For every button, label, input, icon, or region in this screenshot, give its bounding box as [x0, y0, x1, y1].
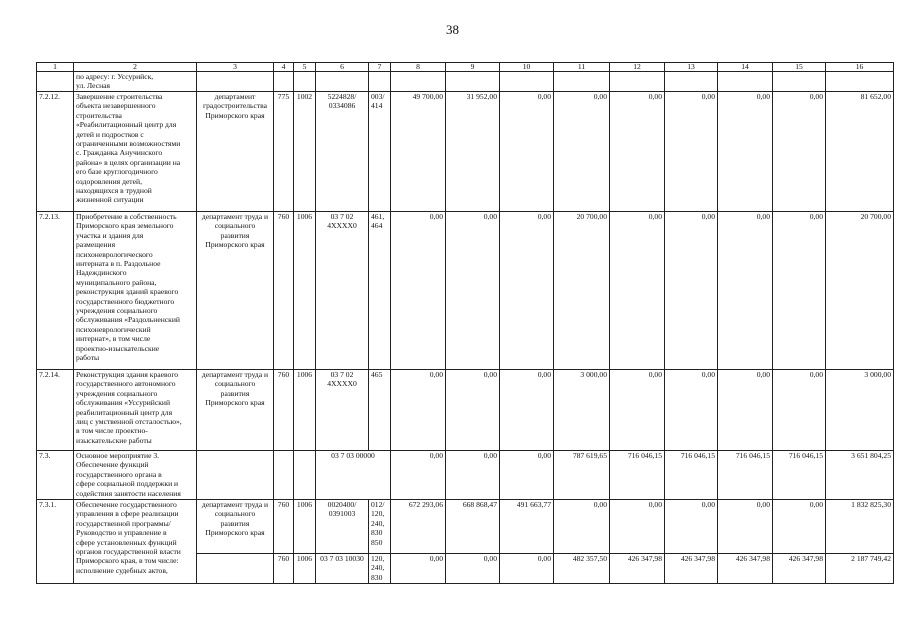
total-cell: 1 832 825,30 — [826, 500, 894, 554]
amount-cell: 491 663,77 — [500, 500, 554, 554]
amount-cell: 482 357,50 — [554, 554, 610, 584]
amount-cell: 0,00 — [665, 92, 718, 212]
amount-cell: 0,00 — [718, 212, 773, 370]
amount-cell: 426 347,98 — [610, 554, 665, 584]
total-cell: 81 652,00 — [826, 92, 894, 212]
measure-name: Приобретение в собственность Приморского края земельного участка и здания для размещения психоневрологического интерната в п. Раздольное Надеждинского муниципального района, реконструкция зданий краевого государственного бюджетного учреждения социального обслуживания «Раздольненский психоневрологический интернат», в том числе проектно-изыскательские работы — [74, 212, 197, 370]
column-header: 2 — [74, 63, 197, 72]
row-number: 7.2.12. — [37, 92, 74, 212]
row-number: 7.2.14. — [37, 370, 74, 451]
amount-cell: 0,00 — [773, 92, 826, 212]
column-header: 11 — [554, 63, 610, 72]
amount-cell: 0,00 — [446, 212, 500, 370]
executor: департамент труда и социального развития Приморского края — [197, 500, 274, 554]
amount-cell: 0,00 — [391, 451, 446, 500]
amount-cell: 0,00 — [665, 500, 718, 554]
grbs-code: 760 — [274, 370, 294, 451]
vr-code: 120, 240, 830 — [369, 554, 391, 584]
table-row — [37, 370, 894, 451]
vr-code: 003/ 414 — [369, 92, 391, 212]
column-header: 8 — [391, 63, 446, 72]
csr-code: 03 7 03 00000 — [316, 451, 391, 500]
csr-code: 03 7 02 4ХXXX0 — [316, 212, 369, 370]
amount-cell: 0,00 — [665, 370, 718, 451]
csr-code: 5224828/ 0334086 — [316, 92, 369, 212]
total-cell: 2 187 749,42 — [826, 554, 894, 584]
amount-cell: 0,00 — [610, 500, 665, 554]
amount-cell: 716 046,15 — [773, 451, 826, 500]
amount-cell: 426 347,98 — [718, 554, 773, 584]
vr-code: 461, 464 — [369, 212, 391, 370]
executor: департамент градостроительства Приморского края — [197, 92, 274, 212]
grbs-code: 760 — [274, 212, 294, 370]
rzpr-code: 1002 — [294, 92, 316, 212]
column-number-row — [37, 63, 894, 72]
grbs-code — [274, 451, 294, 500]
amount-cell: 3 000,00 — [554, 370, 610, 451]
amount-cell: 0,00 — [500, 370, 554, 451]
rzpr-code: 1006 — [294, 212, 316, 370]
column-header: 9 — [446, 63, 500, 72]
amount-cell: 20 700,00 — [554, 212, 610, 370]
amount-cell: 0,00 — [610, 212, 665, 370]
grbs-code: 760 — [274, 500, 294, 554]
grbs-code: 760 — [274, 554, 294, 584]
amount-cell: 0,00 — [554, 92, 610, 212]
measure-name: по адресу: г. Уссурийск, ул. Лесная — [74, 72, 197, 92]
amount-cell: 672 293,06 — [391, 500, 446, 554]
amount-cell: 0,00 — [500, 554, 554, 584]
column-header: 4 — [274, 63, 294, 72]
measure-name: Завершение строительства объекта незавершенного строительства «Реабилитационный центр для детей и подростков с ограниченными возможностями с. Гражданка Анучинского района» в целях организации на его базе круглогодичного оздоровления детей, находящихся в трудной жизненной ситуации — [74, 92, 197, 212]
amount-cell: 0,00 — [391, 212, 446, 370]
grbs-code: 775 — [274, 92, 294, 212]
measure-name: Основное мероприятие 3. Обеспечение функций государственного органа в сфере социальной поддержки и содействия занятости населения — [74, 451, 197, 500]
column-header: 16 — [826, 63, 894, 72]
measure-name: Обеспечение государственного управления в сфере реализации государственной программы/ Руководство и управление в сфере установленных функций органов государственной власти Приморского края, в том числе: исполнение судебных актов, — [74, 500, 197, 584]
page-number: 38 — [446, 22, 459, 37]
amount-cell: 31 952,00 — [446, 92, 500, 212]
amount-cell: 716 046,15 — [718, 451, 773, 500]
csr-code: 0020400/ 0391003 — [316, 500, 369, 554]
table-row — [37, 92, 894, 212]
amount-cell: 716 046,15 — [665, 451, 718, 500]
amount-cell: 0,00 — [610, 92, 665, 212]
amount-cell: 0,00 — [773, 500, 826, 554]
executor: департамент труда и социального развития Приморского края — [197, 370, 274, 451]
column-header: 13 — [665, 63, 718, 72]
table-row — [37, 451, 894, 500]
rzpr-code: 1006 — [294, 500, 316, 554]
vr-code: 012/ 120, 240, 830 850 — [369, 500, 391, 554]
csr-code: 03 7 02 4ХXXX0 — [316, 370, 369, 451]
column-header: 6 — [316, 63, 369, 72]
total-cell: 3 651 804,25 — [826, 451, 894, 500]
rzpr-code: 1006 — [294, 554, 316, 584]
amount-cell: 0,00 — [446, 554, 500, 584]
amount-cell: 49 700,00 — [391, 92, 446, 212]
column-header: 1 — [37, 63, 74, 72]
column-header: 3 — [197, 63, 274, 72]
amount-cell: 426 347,98 — [773, 554, 826, 584]
column-header: 14 — [718, 63, 773, 72]
amount-cell: 716 046,15 — [610, 451, 665, 500]
column-header: 7 — [369, 63, 391, 72]
budget-table — [36, 62, 894, 584]
rzpr-code — [294, 451, 316, 500]
amount-cell: 0,00 — [554, 500, 610, 554]
amount-cell: 0,00 — [500, 92, 554, 212]
measure-name: Реконструкция здания краевого государственного автономного учреждения социального обслуживания «Уссурийский реабилитационный центр для лиц с умственной отсталостью», в том числе проектно- изыскательские работы — [74, 370, 197, 451]
row-number: 7.3.1. — [37, 500, 74, 584]
amount-cell: 0,00 — [718, 370, 773, 451]
amount-cell: 0,00 — [665, 212, 718, 370]
amount-cell: 0,00 — [446, 451, 500, 500]
amount-cell: 0,00 — [718, 92, 773, 212]
amount-cell: 0,00 — [391, 554, 446, 584]
table-row — [37, 212, 894, 370]
row-number: 7.3. — [37, 451, 74, 500]
executor — [197, 451, 274, 500]
amount-cell: 0,00 — [500, 212, 554, 370]
table-row — [37, 500, 894, 554]
total-cell: 20 700,00 — [826, 212, 894, 370]
csr-code: 03 7 03 10030 — [316, 554, 369, 584]
row-number: 7.2.13. — [37, 212, 74, 370]
column-header: 5 — [294, 63, 316, 72]
executor: департамент труда и социального развития Приморского края — [197, 212, 274, 370]
amount-cell: 787 619,65 — [554, 451, 610, 500]
total-cell: 3 000,00 — [826, 370, 894, 451]
amount-cell: 0,00 — [718, 500, 773, 554]
amount-cell: 0,00 — [500, 451, 554, 500]
rzpr-code: 1006 — [294, 370, 316, 451]
table-row-continuation — [37, 72, 894, 92]
amount-cell: 0,00 — [773, 212, 826, 370]
column-header: 10 — [500, 63, 554, 72]
amount-cell: 0,00 — [446, 370, 500, 451]
column-header: 12 — [610, 63, 665, 72]
column-header: 15 — [773, 63, 826, 72]
amount-cell: 0,00 — [391, 370, 446, 451]
vr-code: 465 — [369, 370, 391, 451]
amount-cell: 668 868,47 — [446, 500, 500, 554]
amount-cell: 0,00 — [773, 370, 826, 451]
amount-cell: 426 347,98 — [665, 554, 718, 584]
amount-cell: 0,00 — [610, 370, 665, 451]
